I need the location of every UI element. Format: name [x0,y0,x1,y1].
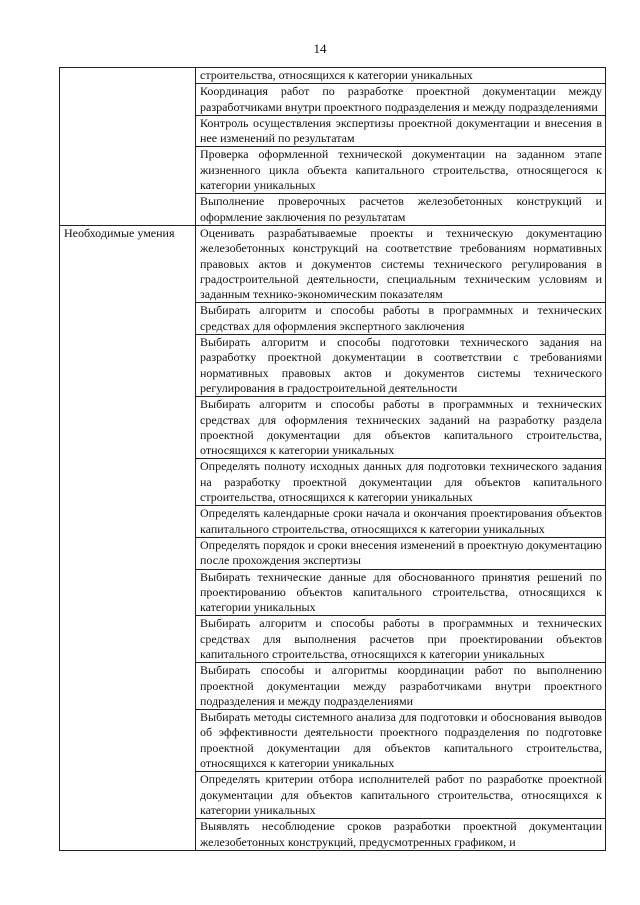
table-cell: строительства, относящихся к категории уникальных [196,68,606,84]
page-number: 14 [313,41,327,56]
table-cell: Выбирать алгоритм и способы работы в программных и технических средствах для выполнения расчетов при проектировании объектов капитального строительства, относящихся к категории уникальных [196,616,606,663]
table-cell: Определять календарные сроки начала и окончания проектирования объектов капитального строительства, относящихся к категории уникальных [196,506,606,538]
section-label: Необходимые умения [60,225,196,850]
table-cell: Выбирать алгоритм и способы подготовки технического задания на разработку проектной документации в соответствии с требованиями нормативных правовых актов и документов системы технического регулирования в градостроительной деятельности [196,335,606,397]
table-cell: Выбирать методы системного анализа для подготовки и обоснования выводов об эффективности деятельности проектного подразделения по подготовке проектной документации для объектов капитального строительства, относящихся к категории уникальных [196,710,606,772]
table-row [60,68,606,84]
table-cell: Выбирать способы и алгоритмы координации работ по выполнению проектной документации между разработчиками внутри проектного подразделения и между подразделениями [196,663,606,710]
table-cell: Выполнение проверочных расчетов железобетонных конструкций и оформление заключения по результатам [196,194,606,226]
table-cell: Выбирать алгоритм и способы работы в программных и технических средствах для оформления технических заданий на разработку раздела проектной документации для объектов капитального строительства, относящихся к категории уникальных [196,397,606,459]
table-cell: Выявлять несоблюдение сроков разработки проектной документации железобетонных конструкций, предусмотренных графиком, и [196,819,606,851]
table-cell: Координация работ по разработке проектной документации между разработчиками внутри проектного подразделения и между подразделениями [196,84,606,116]
table-cell: Выбирать технические данные для обоснованного принятия решений по проектированию объектов капитального строительства, относящихся к категории уникальных [196,569,606,616]
table-row [60,225,606,302]
competency-table [59,67,606,851]
table-cell: Определять полноту исходных данных для подготовки технического задания на разработку проектной документации для объектов капитального строительства, относящихся к категории уникальных [196,459,606,506]
table-cell: Выбирать алгоритм и способы работы в программных и технических средствах для оформления экспертного заключения [196,303,606,335]
table-cell: Определять порядок и сроки внесения изменений в проектную документацию после прохождения экспертизы [196,537,606,569]
table-cell: Определять критерии отбора исполнителей работ по разработке проектной документации для объектов капитального строительства, относящихся к категории уникальных [196,772,606,819]
section-label [60,68,196,226]
table-cell: Проверка оформленной технической документации на заданном этапе жизненного цикла объекта капитального строительства, относящегося к категории уникальных [196,147,606,194]
table-cell: Оценивать разрабатываемые проекты и техническую документацию железобетонных конструкций на соответствие требованиям нормативных правовых актов и документов системы технического регулирования в градостроительной деятельности, специальным техническим условиям и заданным технико-экономическим показателям [196,225,606,302]
table-cell: Контроль осуществления экспертизы проектной документации и внесения в нее изменений по результатам [196,115,606,147]
